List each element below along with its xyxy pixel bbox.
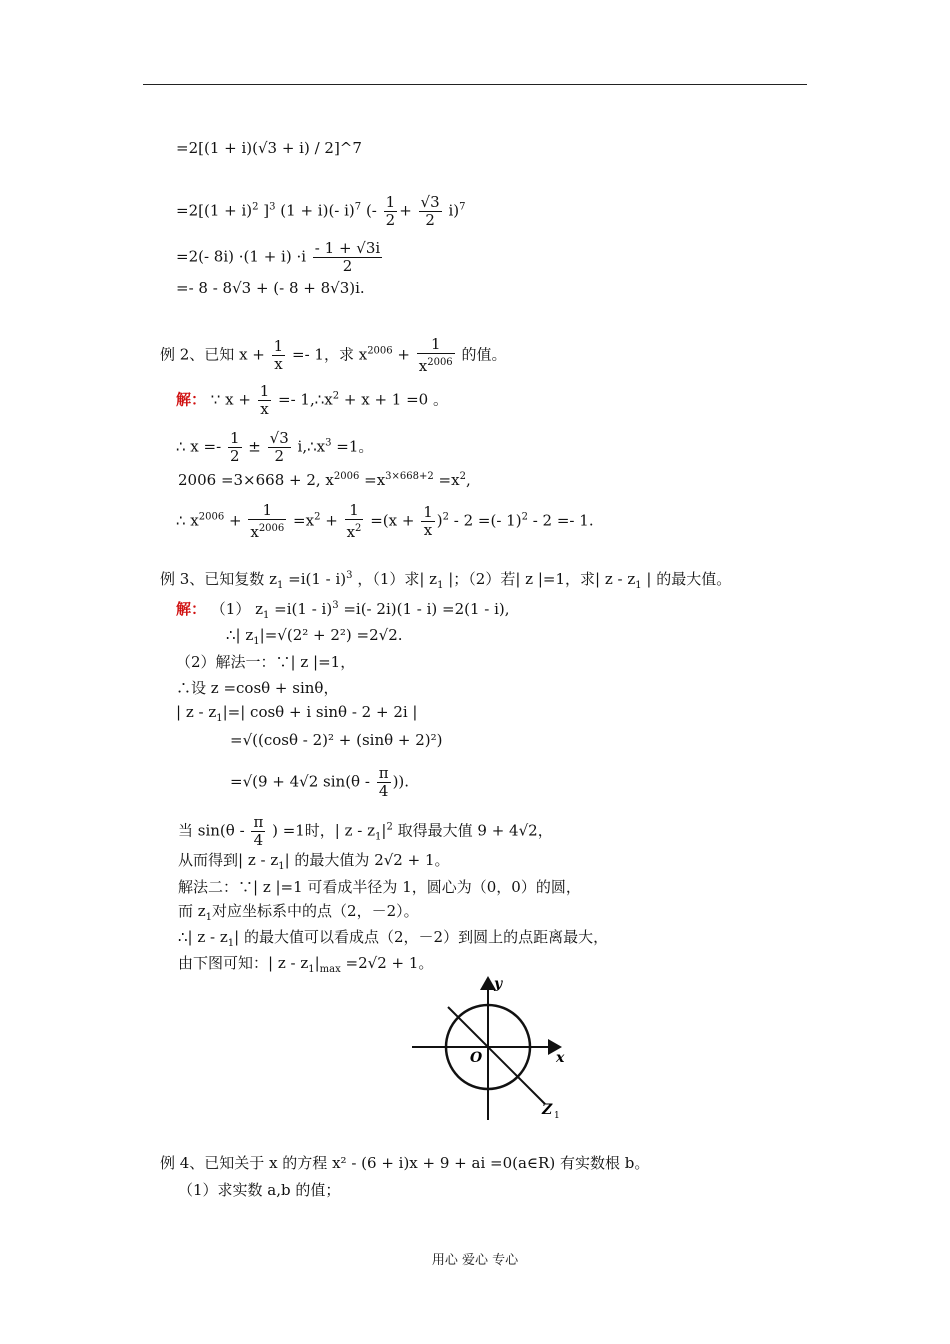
example-4-part-1: [178, 1180, 340, 1200]
solution-text: ∴设 z =cosθ + sinθ，: [176, 679, 339, 697]
diagonal-line: [448, 1007, 545, 1104]
solution-text: 对应坐标系中的点（2，－2）。: [212, 902, 419, 920]
circle-diagram: [410, 972, 570, 1122]
solution-3-line-12: ∴| z - $z_1|$ 的最大值可以看成点（2，－2）到圆上的点距离最大，: [178, 928, 609, 949]
example-text: =i(1 - i): [288, 570, 347, 588]
solution-text: - 2 =(- 1): [453, 511, 522, 530]
header-rule: [143, 84, 807, 85]
solution-text: i,∴x: [297, 437, 326, 456]
solution-3-line-6: [230, 730, 443, 750]
calc-text: =- 8 - 8√3 + (- 8 + 8√3)i.: [176, 279, 365, 297]
solution-text: ∴ x: [176, 511, 199, 530]
point-label: Z: [542, 1102, 553, 1118]
solution-text: ∴| z: [226, 626, 254, 644]
example-text: | 的最大值。: [646, 570, 732, 588]
solution-text: 2006 =3×668 + 2, x: [178, 471, 334, 489]
solution-text: | 的最大值为 2√2 + 1。: [284, 851, 450, 869]
calc-line-1: [176, 138, 362, 158]
origin-label: O: [470, 1050, 483, 1066]
calc-line-4: [176, 278, 365, 298]
example-text: 例 4、已知关于 x 的方程 x² - (6 + i)x + 9 + ai =0(a∈R) 有实数根 b。: [160, 1154, 650, 1172]
solution-text: ∴ x =-: [176, 437, 222, 456]
solution-label: 解：: [176, 600, 207, 618]
example-text: 的值。: [461, 345, 507, 364]
solution-text: =- 1,∴x: [278, 390, 333, 409]
solution-text: |=| cosθ + i sinθ - 2 + 2i |: [222, 703, 418, 721]
solution-2-line-1: 解： ∵ x + $\frac{1}{x}$ =- $1,\therefore x^2 + x + 1 =0$ 。: [176, 382, 448, 418]
solution-text: =x: [293, 511, 315, 530]
solution-text: =x: [364, 471, 386, 489]
calc-text: (-: [365, 201, 377, 220]
solution-3-line-10: [178, 877, 581, 897]
example-text: ，（1）求| z: [357, 570, 438, 588]
solution-text: =x: [438, 471, 460, 489]
solution-text: 当 sin(θ -: [178, 821, 245, 840]
y-label: y: [494, 976, 503, 992]
example-3: 例 3、已知复数 $z_1 =i(1 - i)^3$ ，（1）求| $z_1$ |；（2）若| z |=1，求| z - $z_1$ | 的最大值。: [160, 570, 732, 591]
solution-3-line-3: [176, 652, 355, 672]
fraction: $\frac{√3}{2}$: [420, 193, 440, 229]
solution-text: 由下图可知：| z - z: [178, 954, 309, 972]
solution-2-line-2: ∴ x =- $\frac{1}{2}$ ± $\frac{√3}{2}$ $i,\therefore x^3 =1$。: [176, 429, 374, 465]
solution-text: =√(9 + 4√2 sin(θ -: [230, 772, 370, 791]
solution-text: 取得最大值 9 + 4√2，: [397, 821, 553, 840]
page-footer: 用心 爱心 专心: [431, 1253, 519, 1268]
x-label: x: [556, 1050, 565, 1066]
solution-2-line-3: 2006 =3×668 + 2, $x^{2006} =x^{3\times 668+2} =x^2$,: [178, 471, 471, 489]
solution-text: 而 z: [178, 902, 206, 920]
calc-text: =2[(1 + i)(√3 + i) / 2]^7: [176, 139, 362, 157]
calc-text: =2[(1 + i): [176, 201, 253, 220]
solution-text: ±: [248, 437, 261, 456]
calc-text: ]: [263, 201, 270, 220]
solution-text: | 的最大值可以看成点（2，－2）到圆上的点距离最大，: [234, 928, 609, 946]
solution-text: （2）解法一：∵| z |=1，: [176, 653, 356, 671]
example-text: =- 1，求 x: [292, 345, 368, 364]
solution-3-line-9: 从而得到| z - $z_1|$ 的最大值为 2√2 + 1。: [178, 851, 450, 872]
solution-text: =1。: [336, 437, 374, 456]
solution-text: )).: [392, 772, 410, 791]
solution-text: =√((cosθ - 2)² + (sinθ + 2)²): [230, 731, 443, 749]
solution-3-line-2: ∴| $z_1|=√(2^2 + 2^2) =2√2$.: [226, 626, 403, 647]
solution-3-line-4: [176, 678, 338, 698]
calc-text: i): [448, 201, 460, 220]
fraction: $\frac{- 1 + √3i}{2}$: [314, 239, 381, 275]
solution-3-line-13: 由下图可知：| $z - z_1|_{max} =2√2 + 1$。: [178, 954, 434, 975]
solution-text: | z - z: [176, 703, 217, 721]
solution-text: ∴| z - z: [178, 928, 228, 946]
solution-text: =i(- 2i)(1 - i) =2(1 - i),: [343, 600, 510, 618]
calc-text: (1 + i)(- i): [280, 201, 355, 220]
solution-text: ∵ x +: [210, 390, 251, 409]
solution-3-line-5: | $z - z_1|=|$ cosθ + i sinθ - 2 + 2i |: [176, 703, 418, 724]
calc-text: =2(- 8i) ·(1 + i) ·i: [176, 247, 307, 266]
solution-text: 从而得到| z - z: [178, 851, 279, 869]
example-text: （1）求实数 a,b 的值；: [178, 1181, 341, 1199]
example-text: 例 2、已知 x +: [160, 345, 265, 364]
solution-text: （1） z: [210, 600, 264, 618]
solution-text: - 2 =- 1.: [532, 511, 594, 530]
solution-3-line-7: =√(9 + 4√2 sin(θ - $\frac{\pi}{4}$ )).: [230, 764, 410, 800]
solution-text: =(x +: [370, 511, 415, 530]
solution-text: =i(1 - i): [274, 600, 333, 618]
example-4: [160, 1153, 649, 1173]
example-2: 例 2、已知 x + $\frac{1}{x}$ =- 1，求 $x^{2006}$ + $\frac{1}{x^{2006}}$ 的值。: [160, 335, 507, 375]
solution-label: 解：: [176, 390, 207, 409]
solution-3-line-1: 解： （1） $z_1 =i(1 - i)^3 =i(-$ 2i)(1 - i) =2(1 - i),: [176, 600, 510, 621]
solution-text: =2√2 + 1。: [345, 954, 434, 972]
example-text: 例 3、已知复数 z: [160, 570, 277, 588]
solution-3-line-8: 当 sin(θ - $\frac{\pi}{4}$ ) =1时，| z - $z_1|^2$ 取得最大值 9 + 4√2，: [178, 813, 553, 849]
solution-3-line-11: 而 $z_1$对应坐标系中的点（2，－2）。: [178, 902, 419, 923]
example-text: |；（2）若| z |=1，求| z - z: [448, 570, 636, 588]
calc-line-3: [176, 240, 384, 275]
calc-line-2: $=2[(1 + i)^2$ ]$^3$ (1 + i)(- i)$^7$ (- $\frac{1}{2}$ + $\frac{√3}{2}$ i)$^7$: [176, 193, 466, 229]
solution-text: 解法二：∵| z |=1 可看成半径为 1，圆心为（0，0）的圆，: [178, 878, 581, 896]
fraction: $\frac{1}{2}$: [385, 193, 396, 229]
solution-2-line-4: ∴ $x^{2006}$ + $\frac{1}{x^{2006}}$ $=x^2$ + $\frac{1}{x^2}$ =(x + $\frac{1}{x}$ )$^2$ - 2 =(- 1)$^2$ - 2 =- 1.: [176, 501, 594, 541]
solution-text: ) =1时，| z - z: [272, 821, 376, 840]
solution-text: + x + 1 =0 。: [343, 390, 448, 409]
solution-text: |=√(2² + 2²) =2√2.: [259, 626, 403, 644]
point-sub: 1: [554, 1111, 560, 1121]
